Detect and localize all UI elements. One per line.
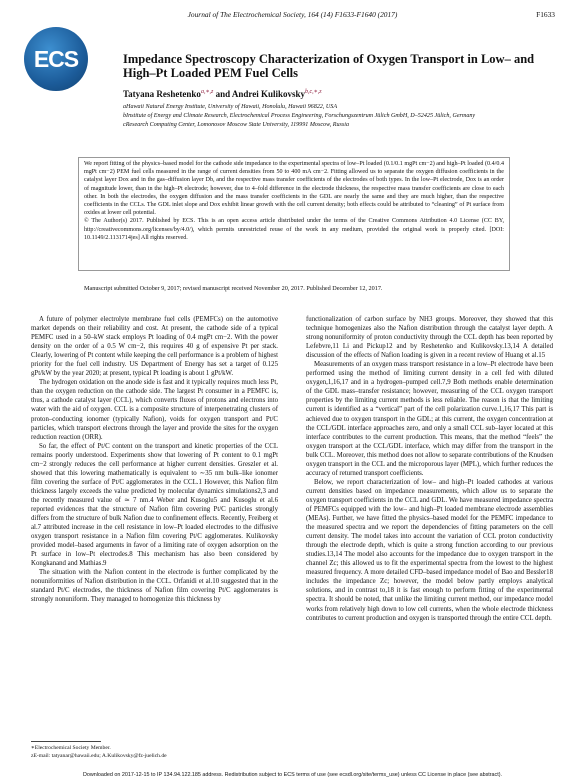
- affiliation-c: cResearch Computing Center, Lomonosov Moscow State University, 119991 Moscow, Russia: [123, 122, 350, 128]
- author-1-marks: a,∗,z: [200, 89, 214, 95]
- footnote-divider: [31, 741, 101, 742]
- affiliations: [123, 103, 568, 130]
- ecs-logo-text: ECS: [33, 45, 79, 72]
- license-text: © The Author(s) 2017. Published by ECS. This is an open access article distributed under the terms of the Creative Commons Attribution 4.0 License (CC BY, http://creativecommons.org/licenses/by/4.0/), which permits unrestricted reuse of the work in any medium, provided the original work is properly cited. [DOI: 10.1149/2.1131714jes] All rights reserved.: [84, 218, 504, 241]
- author-2-marks: b,c,∗,z: [304, 89, 322, 95]
- paragraph: A future of polymer electrolyte membrane fuel cells (PEMFCs) on the automotive market depends on their reliability and cost. At present, the cathode side of a typical PEMFC used in a 50–kW stack employs Pt loading of 0.4 mgPt cm−2. With the power density on the order of a 0.5 W cm−2, this requires 40 g of expensive Pt per stack. Clearly, lowering of Pt content while keeping the cell performance is a problem of highest priority for the fuel cell industry. US Department of Energy has set a target of 0.125 gPt/kW by the year 2020; at present, typical Pt loading is about 1 gPt/kW.: [31, 316, 278, 378]
- abstract: [84, 160, 504, 242]
- abstract-text: We report fitting of the physics–based model for the cathode side impedance to the experimental spectra of low–Pt loaded (0.1/0.1 mgPt cm−2) and high–Pt loaded (0.4/0.4 mgPt cm−2) PEM fuel cells measured in the range of current densities from 50 to 400 mA cm−2. Fitting allowed us to separate the oxygen diffusion coefficients in the catalyst layer Dox and in the gas–diffusion layer Db, and the respective mass transfer coefficients of the electrodes of both types. In the low–Pt electrode, Dox is an order of magnitude lower, than in the high–Pt electrode; however, due to 4–fold difference in the electrode thickness, the respective mass transfer coefficients are close to each other. In both the electrodes, the oxygen diffusion and the mass transfer coefficients in the GDL are nearly the same and they are much higher, than the respective coefficients in the CCLs. The GDL inlet slope and Dox exhibit linear growth with the cell current density; both effects could be attributed to “cleaning” of Pt surface from oxides at lower cell potential.: [84, 161, 504, 217]
- submission-dates: Manuscript submitted October 9, 2017; revised manuscript received November 20, 2017. Published December 12, 2017.: [84, 285, 383, 292]
- download-footer: Downloaded on 2017-12-15 to IP 134.94.122.185 address. Redistribution subject to ECS terms of use (see ecsdl.org/site/terms_use) unless CC License in place (see abstract).: [82, 772, 503, 778]
- right-column: [306, 315, 553, 623]
- paragraph: functionalization of carbon surface by NH3 groups. Moreover, they showed that this technique homogenizes also the Nafion distribution through the catalyst layer depth. A strong nonuniformity of proton conductivity through the CCL depth has been reported by Lefebvre,11 Li and Pickup12 and by Reshetenko and Kulikovsky.13,14 A detailed discussion of the effects of Nafion loading is given in a recent review of Huang et al.15: [306, 316, 553, 360]
- footnote-member: ∗Electrochemical Society Member.: [31, 745, 111, 751]
- author-list: [123, 88, 563, 99]
- paragraph: The situation with the Nafion content in the electrode is further complicated by the nonuniformities of Nafion distribution in the CCL. Orfanidi et al.10 suggested that in the standard Pt/C electrodes, the thickness of Nafion film covering Pt/C agglomerates is strongly nonuniform. They managed to homogenize this thickness by: [31, 569, 278, 604]
- author-2[interactable]: Andrei Kulikovsky: [231, 89, 305, 99]
- article-title: Impedance Spectroscopy Characterization of Oxygen Transport in Low– and High–Pt Loaded PEM Fuel Cells: [123, 52, 535, 80]
- footnotes: [31, 745, 281, 760]
- page-number: F1633: [536, 10, 555, 19]
- affiliation-a: aHawaii Natural Energy Institute, University of Hawaii, Honolulu, Hawaii 96822, USA: [123, 104, 338, 110]
- footnote-email[interactable]: zE-mail: tatyanar@hawaii.edu; A.Kulikovsky@fz-juelich.de: [31, 752, 167, 759]
- affiliation-b: bInstitute of Energy and Climate Research, Electrochemical Process Engineering, Forschungszentrum Jülich GmbH, D–52425 Jülich, Germany: [123, 113, 476, 119]
- paragraph: The hydrogen oxidation on the anode side is fast and it typically requires much less Pt, than the oxygen reduction on the cathode side. The largest Pt consumer in a PEMFC is, thus, a cathode catalyst layer (CCL), which converts fluxes of protons and electrons into water with the aid of oxygen. CCL is a composite structure of interpenetrating clusters of proton–conducting ionomer (typically Nafion), voids for oxygen transport and Pt/C particles, which transport electrons through the layer and provide the sites for the oxygen reduction reaction (ORR).: [31, 379, 278, 441]
- author-1[interactable]: Tatyana Reshetenko: [123, 89, 201, 99]
- left-column: [31, 315, 278, 605]
- paragraph: So far, the effect of Pt/C content on the transport and kinetic properties of the CCL remains poorly understood. Experiments show that lowering of Pt content to 0.1 mgPt cm−2 strongly reduces the cell performance at higher current densities. Greszler et al. showed that this lowering mathematically is equivalent to ∼35 nm bulk–like ionomer film covering the surface of Pt/C agglomerates in the CCL.1 However, this Nafion film thickness largely exceeds the value predicted by molecular dynamics simulations2,3 and the recently measured value of ≃ 7 nm.4 Weber and Kusoglu5 and Kusoglu et al.6 reported evidences that the structure of Nafion film covering Pt/C particles strongly differs from the structure of bulk Nafion due to confinement effects. Recently, Freiberg et al.7 attributed increase in the cell resistance in low–Pt loaded electrodes to the diffusive oxygen transport resistance in a Nafion film covering Pt/C agglomerates. Kulikovsky provided model–based arguments in favor of a limiting rate of oxygen adsorption on the Pt surface in low–Pt electrodes.8 This mechanism has also been considered by Kongkanand and Mathias.9: [31, 442, 278, 568]
- paragraph: Measurements of an oxygen mass transport resistance in a low–Pt electrode have been performed using the method of limiting current density in a cell fed with diluted oxygen,1,16,17 and in a hydrogen–pumped cell.7,9 Both methods enable determination of the GDL mass–transfer resistance; however, measuring of the CCL oxygen transport properties by the limiting current methods is less reliable. The reason is that the limiting current is identified as a “vertical” part of the cell polarization curve.1,16,17 This part is achieved due to oxygen transport in the GDL; at this current, the oxygen concentration at the CCL/GDL interface approaches zero, and only a small CCL sub–layer located at this interface contributes to the current production. This means, that the method “feels” the oxygen transport at the CCL/GDL interface, which may differ from the transport in the bulk CCL. Moreover, this method does not allow to separate contributions of the Knudsen oxygen transport in the CCL and the microporous layer (MPL), which further reduces the accuracy of returned transport coefficients.: [306, 361, 554, 477]
- ecs-logo: [24, 27, 88, 91]
- paragraph: Below, we report characterization of low– and high–Pt loaded cathodes at various current densities based on impedance measurements, which allow us to separate the oxygen transport coefficients in the CCL and GDL. We have measured impedance spectra of PEMFCs equipped with the low– and high–Pt loaded membrane electrode assemblies (MEAs). Further, we have fitted the physics–based model for the PEMFC impedance to the measured spectra and we report the dependencies of fitting parameters on the cell current density. The model takes into account the variation of CCL proton conductivity through the electrode depth, which is quite a strong function according to our previous studies.13,14 The model also accounts for the impedance due to oxygen transport in the channel Zc; this allowed us to fit the experimental spectra from the lowest to the highest measured frequency. A more detailed CFD–based impedance model of Bao and Bessler18 includes the impedance Zc; however, the model below partly employs analytical solutions, and in contrast to,18 it is fast enough to perform fitting of the experimental spectra. It should be noted, that unlike the limiting current method, our impedance model works from relatively high down to low cell currents, when the whole electrode thickness contributes to current production and oxygen is transported through the entire CCL depth.: [306, 478, 553, 622]
- author-separator: and: [213, 89, 232, 99]
- running-head: Journal of The Electrochemical Society, 164 (14) F1633-F1640 (2017): [187, 10, 398, 19]
